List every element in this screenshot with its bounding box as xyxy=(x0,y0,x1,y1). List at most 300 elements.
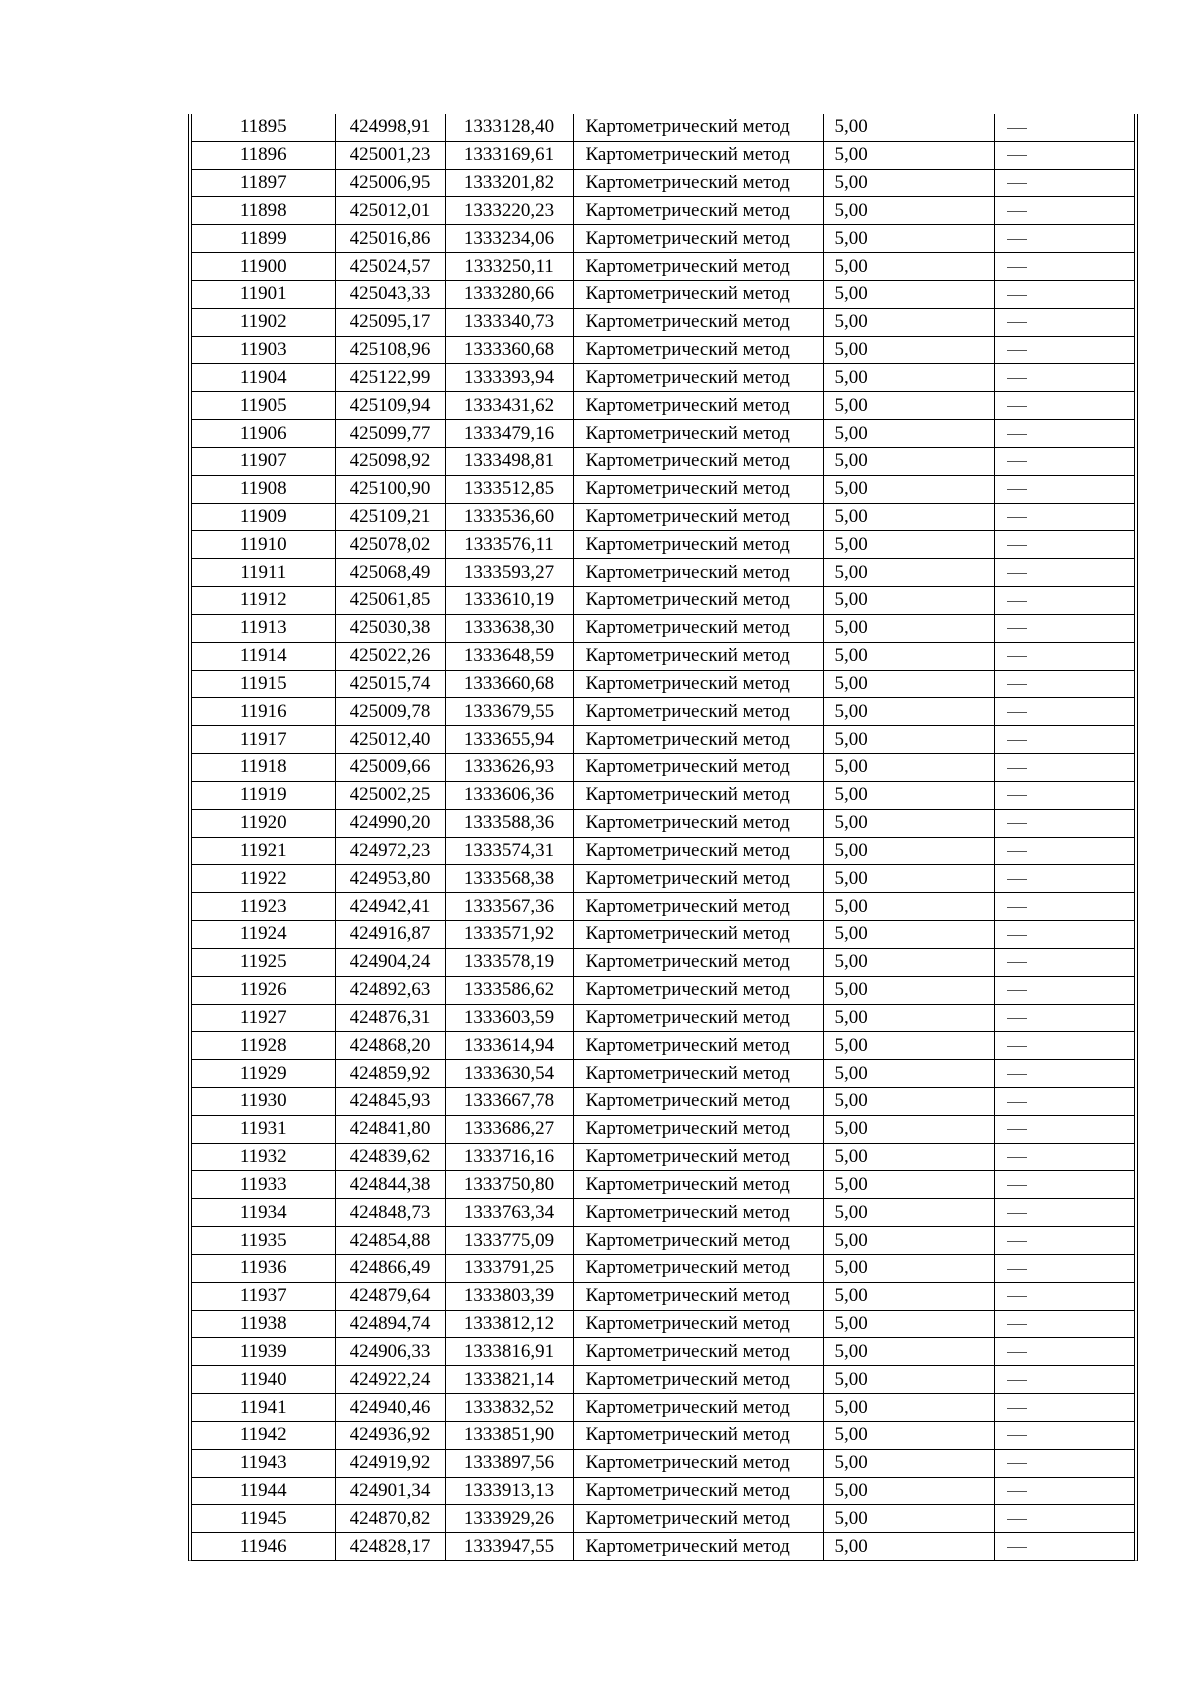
accuracy-cell: 5,00 xyxy=(823,559,994,587)
x-coordinate-cell: 424866,49 xyxy=(335,1254,445,1282)
table-row xyxy=(192,1115,1134,1143)
table-body xyxy=(192,114,1134,1560)
note-dash xyxy=(1007,1547,1027,1548)
note-dash xyxy=(1007,545,1027,546)
note-dash xyxy=(1007,183,1027,184)
y-coordinate-cell: 1333775,09 xyxy=(445,1227,573,1255)
y-coordinate-cell: 1333812,12 xyxy=(445,1310,573,1338)
y-coordinate-cell: 1333791,25 xyxy=(445,1254,573,1282)
x-coordinate-cell: 424868,20 xyxy=(335,1032,445,1060)
table-row xyxy=(192,197,1134,225)
y-coordinate-cell: 1333586,62 xyxy=(445,976,573,1004)
y-coordinate-cell: 1333947,55 xyxy=(445,1533,573,1560)
table-row xyxy=(192,114,1134,141)
table-row xyxy=(192,336,1134,364)
method-cell: Картометрический метод xyxy=(573,1310,823,1338)
accuracy-cell: 5,00 xyxy=(823,1310,994,1338)
method-cell: Картометрический метод xyxy=(573,253,823,281)
note-dash xyxy=(1007,489,1027,490)
y-coordinate-cell: 1333667,78 xyxy=(445,1087,573,1115)
note-dash xyxy=(1007,322,1027,323)
y-coordinate-cell: 1333169,61 xyxy=(445,141,573,169)
note-cell xyxy=(994,837,1134,865)
note-cell xyxy=(994,308,1134,336)
y-coordinate-cell: 1333626,93 xyxy=(445,754,573,782)
point-number-cell: 11895 xyxy=(192,114,335,141)
table-row xyxy=(192,614,1134,642)
note-dash xyxy=(1007,823,1027,824)
note-dash xyxy=(1007,628,1027,629)
y-coordinate-cell: 1333638,30 xyxy=(445,614,573,642)
table-row xyxy=(192,1477,1134,1505)
note-dash xyxy=(1007,712,1027,713)
note-dash xyxy=(1007,573,1027,574)
table-row xyxy=(192,503,1134,531)
y-coordinate-cell: 1333851,90 xyxy=(445,1421,573,1449)
method-cell: Картометрический метод xyxy=(573,865,823,893)
note-cell xyxy=(994,1366,1134,1394)
point-number-cell: 11902 xyxy=(192,308,335,336)
accuracy-cell: 5,00 xyxy=(823,1171,994,1199)
note-cell xyxy=(994,893,1134,921)
note-cell xyxy=(994,1505,1134,1533)
point-number-cell: 11937 xyxy=(192,1282,335,1310)
point-number-cell: 11903 xyxy=(192,336,335,364)
point-number-cell: 11946 xyxy=(192,1533,335,1560)
note-cell xyxy=(994,225,1134,253)
x-coordinate-cell: 425100,90 xyxy=(335,475,445,503)
note-cell xyxy=(994,447,1134,475)
table-row xyxy=(192,559,1134,587)
note-dash xyxy=(1007,239,1027,240)
x-coordinate-cell: 425109,94 xyxy=(335,392,445,420)
method-cell: Картометрический метод xyxy=(573,726,823,754)
table-row xyxy=(192,1171,1134,1199)
note-dash xyxy=(1007,1241,1027,1242)
note-cell xyxy=(994,726,1134,754)
point-number-cell: 11934 xyxy=(192,1199,335,1227)
note-cell xyxy=(994,420,1134,448)
method-cell: Картометрический метод xyxy=(573,1115,823,1143)
accuracy-cell: 5,00 xyxy=(823,392,994,420)
point-number-cell: 11931 xyxy=(192,1115,335,1143)
note-cell xyxy=(994,1115,1134,1143)
note-dash xyxy=(1007,935,1027,936)
method-cell: Картометрический метод xyxy=(573,336,823,364)
accuracy-cell: 5,00 xyxy=(823,1199,994,1227)
x-coordinate-cell: 424844,38 xyxy=(335,1171,445,1199)
x-coordinate-cell: 424953,80 xyxy=(335,865,445,893)
point-number-cell: 11916 xyxy=(192,698,335,726)
note-cell xyxy=(994,364,1134,392)
point-number-cell: 11929 xyxy=(192,1060,335,1088)
note-cell xyxy=(994,1004,1134,1032)
accuracy-cell: 5,00 xyxy=(823,893,994,921)
y-coordinate-cell: 1333614,94 xyxy=(445,1032,573,1060)
y-coordinate-cell: 1333630,54 xyxy=(445,1060,573,1088)
note-cell xyxy=(994,1533,1134,1560)
note-cell xyxy=(994,1060,1134,1088)
note-dash xyxy=(1007,1129,1027,1130)
x-coordinate-cell: 424876,31 xyxy=(335,1004,445,1032)
note-cell xyxy=(994,1338,1134,1366)
point-number-cell: 11907 xyxy=(192,447,335,475)
y-coordinate-cell: 1333686,27 xyxy=(445,1115,573,1143)
note-dash xyxy=(1007,795,1027,796)
table-row xyxy=(192,475,1134,503)
method-cell: Картометрический метод xyxy=(573,475,823,503)
note-dash xyxy=(1007,267,1027,268)
point-number-cell: 11926 xyxy=(192,976,335,1004)
note-cell xyxy=(994,169,1134,197)
note-dash xyxy=(1007,517,1027,518)
table-row xyxy=(192,531,1134,559)
note-dash xyxy=(1007,295,1027,296)
point-number-cell: 11936 xyxy=(192,1254,335,1282)
point-number-cell: 11917 xyxy=(192,726,335,754)
point-number-cell: 11904 xyxy=(192,364,335,392)
y-coordinate-cell: 1333250,11 xyxy=(445,253,573,281)
note-cell xyxy=(994,1227,1134,1255)
method-cell: Картометрический метод xyxy=(573,948,823,976)
note-dash xyxy=(1007,211,1027,212)
x-coordinate-cell: 425078,02 xyxy=(335,531,445,559)
accuracy-cell: 5,00 xyxy=(823,587,994,615)
method-cell: Картометрический метод xyxy=(573,1366,823,1394)
point-number-cell: 11922 xyxy=(192,865,335,893)
x-coordinate-cell: 424901,34 xyxy=(335,1477,445,1505)
accuracy-cell: 5,00 xyxy=(823,1477,994,1505)
coordinates-table-frame xyxy=(188,114,1138,1561)
accuracy-cell: 5,00 xyxy=(823,614,994,642)
table-row xyxy=(192,837,1134,865)
y-coordinate-cell: 1333593,27 xyxy=(445,559,573,587)
accuracy-cell: 5,00 xyxy=(823,1254,994,1282)
accuracy-cell: 5,00 xyxy=(823,754,994,782)
method-cell: Картометрический метод xyxy=(573,392,823,420)
accuracy-cell: 5,00 xyxy=(823,447,994,475)
point-number-cell: 11896 xyxy=(192,141,335,169)
point-number-cell: 11909 xyxy=(192,503,335,531)
table-row xyxy=(192,1032,1134,1060)
table-row xyxy=(192,1533,1134,1560)
table-row xyxy=(192,169,1134,197)
point-number-cell: 11935 xyxy=(192,1227,335,1255)
accuracy-cell: 5,00 xyxy=(823,336,994,364)
point-number-cell: 11925 xyxy=(192,948,335,976)
method-cell: Картометрический метод xyxy=(573,1477,823,1505)
method-cell: Картометрический метод xyxy=(573,447,823,475)
y-coordinate-cell: 1333716,16 xyxy=(445,1143,573,1171)
x-coordinate-cell: 424892,63 xyxy=(335,976,445,1004)
y-coordinate-cell: 1333763,34 xyxy=(445,1199,573,1227)
note-cell xyxy=(994,1143,1134,1171)
accuracy-cell: 5,00 xyxy=(823,1533,994,1560)
y-coordinate-cell: 1333567,36 xyxy=(445,893,573,921)
accuracy-cell: 5,00 xyxy=(823,809,994,837)
accuracy-cell: 5,00 xyxy=(823,1366,994,1394)
x-coordinate-cell: 424870,82 xyxy=(335,1505,445,1533)
table-row xyxy=(192,1282,1134,1310)
table-row xyxy=(192,809,1134,837)
note-cell xyxy=(994,921,1134,949)
x-coordinate-cell: 424894,74 xyxy=(335,1310,445,1338)
table-row xyxy=(192,1505,1134,1533)
x-coordinate-cell: 424845,93 xyxy=(335,1087,445,1115)
accuracy-cell: 5,00 xyxy=(823,169,994,197)
note-cell xyxy=(994,197,1134,225)
note-dash xyxy=(1007,1463,1027,1464)
note-dash xyxy=(1007,1213,1027,1214)
table-row xyxy=(192,1254,1134,1282)
y-coordinate-cell: 1333234,06 xyxy=(445,225,573,253)
accuracy-cell: 5,00 xyxy=(823,1087,994,1115)
x-coordinate-cell: 424972,23 xyxy=(335,837,445,865)
x-coordinate-cell: 424936,92 xyxy=(335,1421,445,1449)
method-cell: Картометрический метод xyxy=(573,1282,823,1310)
y-coordinate-cell: 1333606,36 xyxy=(445,781,573,809)
y-coordinate-cell: 1333576,11 xyxy=(445,531,573,559)
note-cell xyxy=(994,670,1134,698)
note-cell xyxy=(994,475,1134,503)
y-coordinate-cell: 1333512,85 xyxy=(445,475,573,503)
table-row xyxy=(192,921,1134,949)
y-coordinate-cell: 1333803,39 xyxy=(445,1282,573,1310)
note-dash xyxy=(1007,1269,1027,1270)
point-number-cell: 11906 xyxy=(192,420,335,448)
note-dash xyxy=(1007,990,1027,991)
point-number-cell: 11923 xyxy=(192,893,335,921)
accuracy-cell: 5,00 xyxy=(823,1394,994,1422)
table-row xyxy=(192,1199,1134,1227)
table-row xyxy=(192,420,1134,448)
table-row xyxy=(192,1421,1134,1449)
table-row xyxy=(192,225,1134,253)
note-cell xyxy=(994,1394,1134,1422)
x-coordinate-cell: 425012,40 xyxy=(335,726,445,754)
note-dash xyxy=(1007,684,1027,685)
y-coordinate-cell: 1333360,68 xyxy=(445,336,573,364)
accuracy-cell: 5,00 xyxy=(823,1505,994,1533)
x-coordinate-cell: 424859,92 xyxy=(335,1060,445,1088)
accuracy-cell: 5,00 xyxy=(823,225,994,253)
x-coordinate-cell: 425022,26 xyxy=(335,642,445,670)
note-dash xyxy=(1007,907,1027,908)
accuracy-cell: 5,00 xyxy=(823,670,994,698)
table-row xyxy=(192,253,1134,281)
point-number-cell: 11945 xyxy=(192,1505,335,1533)
note-dash xyxy=(1007,1352,1027,1353)
x-coordinate-cell: 425030,38 xyxy=(335,614,445,642)
y-coordinate-cell: 1333498,81 xyxy=(445,447,573,475)
point-number-cell: 11920 xyxy=(192,809,335,837)
table-row xyxy=(192,976,1134,1004)
accuracy-cell: 5,00 xyxy=(823,253,994,281)
method-cell: Картометрический метод xyxy=(573,531,823,559)
table-row xyxy=(192,1449,1134,1477)
accuracy-cell: 5,00 xyxy=(823,1449,994,1477)
table-row xyxy=(192,1060,1134,1088)
y-coordinate-cell: 1333610,19 xyxy=(445,587,573,615)
x-coordinate-cell: 425006,95 xyxy=(335,169,445,197)
x-coordinate-cell: 424916,87 xyxy=(335,921,445,949)
method-cell: Картометрический метод xyxy=(573,1227,823,1255)
point-number-cell: 11933 xyxy=(192,1171,335,1199)
x-coordinate-cell: 424942,41 xyxy=(335,893,445,921)
x-coordinate-cell: 424940,46 xyxy=(335,1394,445,1422)
x-coordinate-cell: 425001,23 xyxy=(335,141,445,169)
x-coordinate-cell: 425095,17 xyxy=(335,308,445,336)
note-dash xyxy=(1007,962,1027,963)
method-cell: Картометрический метод xyxy=(573,1338,823,1366)
note-cell xyxy=(994,1310,1134,1338)
y-coordinate-cell: 1333431,62 xyxy=(445,392,573,420)
x-coordinate-cell: 425024,57 xyxy=(335,253,445,281)
method-cell: Картометрический метод xyxy=(573,754,823,782)
table-row xyxy=(192,893,1134,921)
note-cell xyxy=(994,1087,1134,1115)
accuracy-cell: 5,00 xyxy=(823,976,994,1004)
note-dash xyxy=(1007,1491,1027,1492)
method-cell: Картометрический метод xyxy=(573,114,823,141)
method-cell: Картометрический метод xyxy=(573,503,823,531)
method-cell: Картометрический метод xyxy=(573,141,823,169)
accuracy-cell: 5,00 xyxy=(823,948,994,976)
x-coordinate-cell: 425061,85 xyxy=(335,587,445,615)
note-dash xyxy=(1007,406,1027,407)
x-coordinate-cell: 424879,64 xyxy=(335,1282,445,1310)
note-dash xyxy=(1007,656,1027,657)
method-cell: Картометрический метод xyxy=(573,559,823,587)
table-row xyxy=(192,1310,1134,1338)
note-cell xyxy=(994,503,1134,531)
y-coordinate-cell: 1333655,94 xyxy=(445,726,573,754)
x-coordinate-cell: 424990,20 xyxy=(335,809,445,837)
accuracy-cell: 5,00 xyxy=(823,642,994,670)
method-cell: Картометрический метод xyxy=(573,1449,823,1477)
method-cell: Картометрический метод xyxy=(573,976,823,1004)
accuracy-cell: 5,00 xyxy=(823,197,994,225)
table-row xyxy=(192,754,1134,782)
y-coordinate-cell: 1333201,82 xyxy=(445,169,573,197)
y-coordinate-cell: 1333574,31 xyxy=(445,837,573,865)
x-coordinate-cell: 424998,91 xyxy=(335,114,445,141)
point-number-cell: 11900 xyxy=(192,253,335,281)
table-row xyxy=(192,280,1134,308)
note-dash xyxy=(1007,1519,1027,1520)
note-dash xyxy=(1007,1185,1027,1186)
table-row xyxy=(192,1143,1134,1171)
note-dash xyxy=(1007,1324,1027,1325)
point-number-cell: 11913 xyxy=(192,614,335,642)
point-number-cell: 11915 xyxy=(192,670,335,698)
accuracy-cell: 5,00 xyxy=(823,1032,994,1060)
point-number-cell: 11908 xyxy=(192,475,335,503)
table-row xyxy=(192,1394,1134,1422)
note-dash xyxy=(1007,1435,1027,1436)
method-cell: Картометрический метод xyxy=(573,1032,823,1060)
accuracy-cell: 5,00 xyxy=(823,865,994,893)
x-coordinate-cell: 424904,24 xyxy=(335,948,445,976)
method-cell: Картометрический метод xyxy=(573,642,823,670)
method-cell: Картометрический метод xyxy=(573,1004,823,1032)
y-coordinate-cell: 1333648,59 xyxy=(445,642,573,670)
note-cell xyxy=(994,698,1134,726)
method-cell: Картометрический метод xyxy=(573,837,823,865)
accuracy-cell: 5,00 xyxy=(823,308,994,336)
table-row xyxy=(192,865,1134,893)
accuracy-cell: 5,00 xyxy=(823,1338,994,1366)
method-cell: Картометрический метод xyxy=(573,1394,823,1422)
point-number-cell: 11932 xyxy=(192,1143,335,1171)
y-coordinate-cell: 1333393,94 xyxy=(445,364,573,392)
note-dash xyxy=(1007,1074,1027,1075)
note-dash xyxy=(1007,155,1027,156)
y-coordinate-cell: 1333588,36 xyxy=(445,809,573,837)
point-number-cell: 11921 xyxy=(192,837,335,865)
note-cell xyxy=(994,781,1134,809)
y-coordinate-cell: 1333750,80 xyxy=(445,1171,573,1199)
method-cell: Картометрический метод xyxy=(573,1143,823,1171)
point-number-cell: 11927 xyxy=(192,1004,335,1032)
method-cell: Картометрический метод xyxy=(573,809,823,837)
y-coordinate-cell: 1333679,55 xyxy=(445,698,573,726)
point-number-cell: 11938 xyxy=(192,1310,335,1338)
note-dash xyxy=(1007,740,1027,741)
method-cell: Картометрический метод xyxy=(573,197,823,225)
point-number-cell: 11897 xyxy=(192,169,335,197)
note-dash xyxy=(1007,128,1027,129)
point-number-cell: 11912 xyxy=(192,587,335,615)
accuracy-cell: 5,00 xyxy=(823,1143,994,1171)
note-cell xyxy=(994,559,1134,587)
note-dash xyxy=(1007,1380,1027,1381)
point-number-cell: 11919 xyxy=(192,781,335,809)
table-row xyxy=(192,1366,1134,1394)
method-cell: Картометрический метод xyxy=(573,1171,823,1199)
y-coordinate-cell: 1333913,13 xyxy=(445,1477,573,1505)
y-coordinate-cell: 1333128,40 xyxy=(445,114,573,141)
accuracy-cell: 5,00 xyxy=(823,698,994,726)
x-coordinate-cell: 424841,80 xyxy=(335,1115,445,1143)
y-coordinate-cell: 1333280,66 xyxy=(445,280,573,308)
note-dash xyxy=(1007,1157,1027,1158)
note-cell xyxy=(994,614,1134,642)
note-cell xyxy=(994,336,1134,364)
table-row xyxy=(192,1004,1134,1032)
method-cell: Картометрический метод xyxy=(573,364,823,392)
table-row xyxy=(192,308,1134,336)
x-coordinate-cell: 424848,73 xyxy=(335,1199,445,1227)
table-row xyxy=(192,587,1134,615)
method-cell: Картометрический метод xyxy=(573,1060,823,1088)
accuracy-cell: 5,00 xyxy=(823,921,994,949)
table-row xyxy=(192,698,1134,726)
note-cell xyxy=(994,114,1134,141)
note-cell xyxy=(994,587,1134,615)
method-cell: Картометрический метод xyxy=(573,781,823,809)
x-coordinate-cell: 424828,17 xyxy=(335,1533,445,1560)
x-coordinate-cell: 425068,49 xyxy=(335,559,445,587)
method-cell: Картометрический метод xyxy=(573,670,823,698)
note-cell xyxy=(994,1254,1134,1282)
table-row xyxy=(192,1087,1134,1115)
y-coordinate-cell: 1333571,92 xyxy=(445,921,573,949)
accuracy-cell: 5,00 xyxy=(823,1421,994,1449)
method-cell: Картометрический метод xyxy=(573,698,823,726)
table-row xyxy=(192,364,1134,392)
y-coordinate-cell: 1333578,19 xyxy=(445,948,573,976)
